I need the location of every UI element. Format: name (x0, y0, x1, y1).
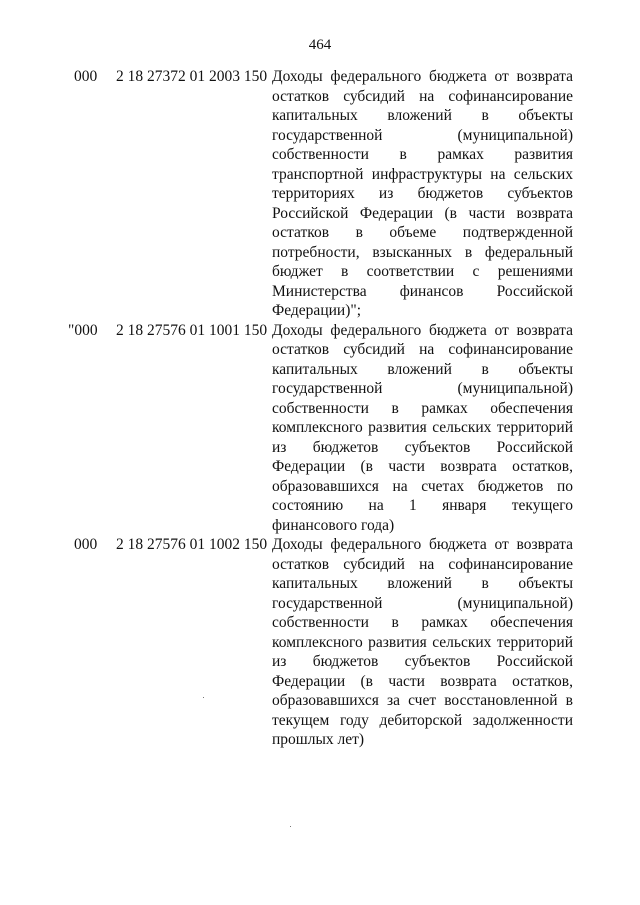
admin-code: "000 (68, 321, 98, 339)
kbk-entries-list (0, 67, 640, 750)
kbk-entry (0, 321, 640, 536)
scan-speck (290, 826, 291, 827)
entry-description: Доходы федерального бюджета от возврата остатков субсидий на софинансирование капитальных вложений в объекты государственной (муниципальной) собственности в рамках обеспечения комплексного развития сельских территорий из бюджетов субъектов Российской Федерации (в части возврата остатков, образовавшихся за счет восстановленной в текущем году дебиторской задолженности прошлых лет) (272, 536, 573, 748)
page-number: 464 (308, 37, 332, 53)
kbk-entry (0, 535, 640, 750)
scan-speck (203, 697, 204, 698)
admin-code: 000 (74, 536, 98, 553)
kbk-entry (0, 67, 640, 321)
admin-code: 000 (74, 68, 98, 85)
entry-description: Доходы федерального бюджета от возврата остатков субсидий на софинансирование капитальных вложений в объекты государственной (муниципальной) собственности в рамках обеспечения комплексного развития сельских территорий из бюджетов субъектов Российской Федерации (в части возврата остатков, образовавшихся на счетах бюджетов по состоянию на 1 января текущего финансового года) (272, 321, 573, 534)
kbk-code: 2 18 27372 01 2003 150 (116, 68, 268, 85)
entry-description: Доходы федерального бюджета от возврата остатков субсидий на софинансирование капитальных вложений в объекты государственной (муниципальной) собственности в рамках развития транспортной инфраструктуры на сельских территориях из бюджетов субъектов Российской Федерации (в части возврата остатков в объеме подтвержденной потребности, взысканных в федеральный бюджет в соответствии с решениями Министерства финансов Российской Федерации)"; (272, 68, 573, 319)
kbk-code: 2 18 27576 01 1002 150 (116, 536, 268, 553)
kbk-code: 2 18 27576 01 1001 150 (116, 321, 268, 339)
